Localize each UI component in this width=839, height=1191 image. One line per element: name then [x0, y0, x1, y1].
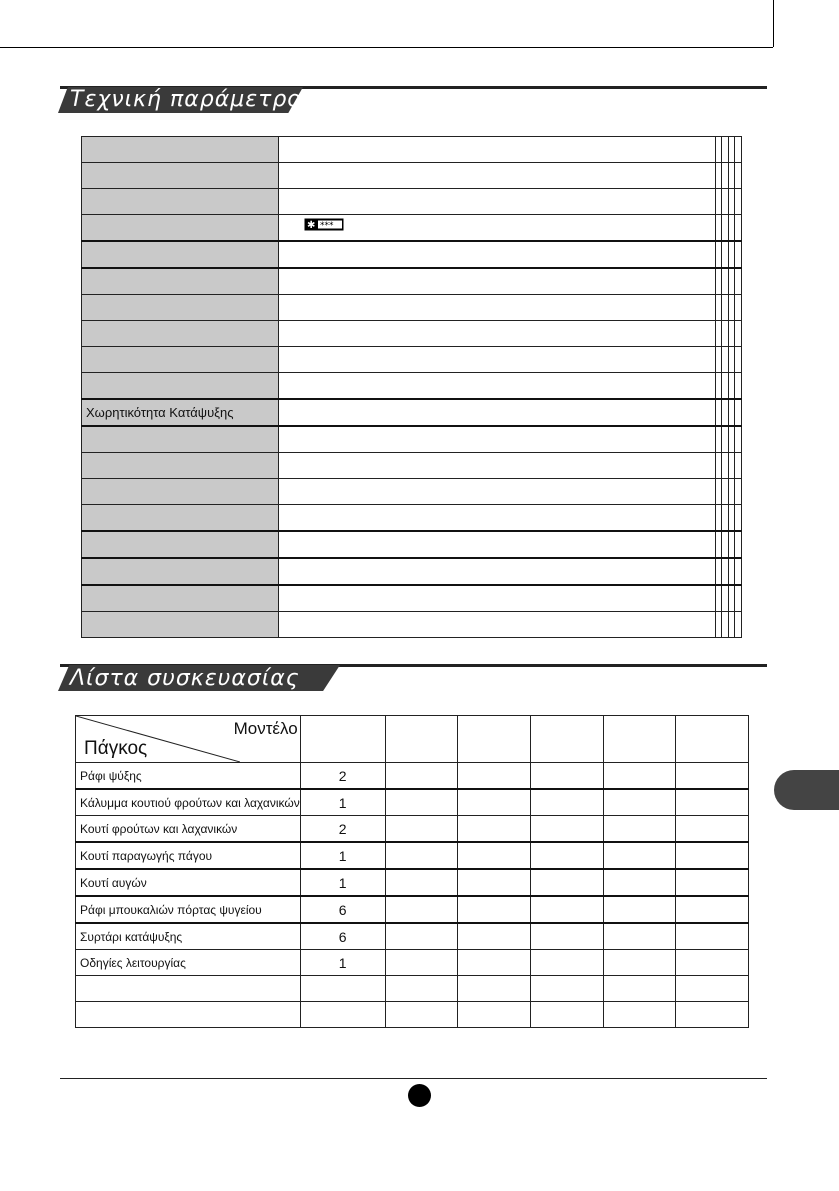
- spec-row: [82, 295, 742, 321]
- spec-row-label: [82, 373, 279, 400]
- spec-value-cell: [728, 531, 735, 558]
- packing-value-cell: [676, 923, 749, 950]
- spec-value-cell: [279, 137, 716, 163]
- spec-value-cell: [715, 426, 722, 453]
- spec-row: [82, 479, 742, 505]
- spec-row: [82, 241, 742, 268]
- spec-value-cell: [722, 531, 729, 558]
- packing-value-cell: [603, 923, 676, 950]
- packing-value-cell: [676, 1002, 749, 1028]
- packing-value-cell: [603, 816, 676, 843]
- spec-value-cell: [722, 453, 729, 479]
- packing-value-cell: [531, 923, 604, 950]
- spec-value-cell: [279, 268, 716, 295]
- packing-value-cell: [458, 923, 531, 950]
- spec-value-cell: [728, 268, 735, 295]
- spec-value-cell: [722, 295, 729, 321]
- packing-value-cell: [385, 950, 458, 976]
- spec-value-cell: [735, 347, 742, 373]
- packing-value-cell: [458, 976, 531, 1002]
- packing-item-name: Κουτί φρούτων και λαχανικών: [76, 816, 301, 843]
- spec-value-cell: [715, 399, 722, 426]
- packing-row: [76, 976, 749, 1002]
- spec-row: [82, 189, 742, 215]
- packing-row: [76, 869, 749, 896]
- packing-value-cell: [385, 1002, 458, 1028]
- spec-row: [82, 531, 742, 558]
- packing-value-cell: [603, 763, 676, 790]
- spec-value-cell: [735, 268, 742, 295]
- spec-value-cell: [735, 241, 742, 268]
- spec-value-cell: [279, 505, 716, 532]
- spec-row-label: [82, 215, 279, 242]
- spec-value-cell: [722, 268, 729, 295]
- packing-value-cell: [603, 950, 676, 976]
- packing-value-cell: [531, 896, 604, 923]
- spec-value-cell: [728, 241, 735, 268]
- spec-value-cell: [728, 558, 735, 585]
- packing-value-cell: [458, 950, 531, 976]
- packing-value-cell: [458, 816, 531, 843]
- spec-value-cell: [728, 505, 735, 532]
- crop-mark-top: [0, 47, 773, 48]
- spec-value-cell: [722, 321, 729, 347]
- spec-value-cell: [279, 426, 716, 453]
- spec-value-cell: [728, 295, 735, 321]
- packing-value-cell: [385, 869, 458, 896]
- spec-row: [82, 585, 742, 612]
- packing-value-cell: [531, 869, 604, 896]
- spec-row: [82, 612, 742, 638]
- packing-item-qty: [300, 1002, 385, 1028]
- packing-value-cell: [458, 789, 531, 816]
- spec-value-cell: [722, 215, 729, 242]
- packing-item-qty: [300, 976, 385, 1002]
- packing-table: [75, 715, 749, 1028]
- spec-value-cell: [715, 295, 722, 321]
- spec-row: [82, 347, 742, 373]
- spec-value-cell: [728, 163, 735, 189]
- spec-value-cell: [735, 479, 742, 505]
- spec-value-cell: [722, 558, 729, 585]
- packing-item-name: Κουτί παραγωγής πάγου: [76, 842, 301, 869]
- header-model-label: Μοντέλο: [233, 719, 298, 738]
- spec-value-cell: [715, 585, 722, 612]
- spec-value-cell: [722, 241, 729, 268]
- spec-value-cell: [735, 399, 742, 426]
- page-number-dot: [408, 1084, 431, 1107]
- spec-value-cell: [722, 585, 729, 612]
- spec-value-cell: [715, 453, 722, 479]
- packing-item-qty: 6: [300, 896, 385, 923]
- spec-row: [82, 137, 742, 163]
- spec-value-cell: [279, 558, 716, 585]
- spec-row-label: [82, 295, 279, 321]
- spec-value-cell: [715, 479, 722, 505]
- spec-value-cell: [279, 241, 716, 268]
- packing-value-cell: [458, 1002, 531, 1028]
- spec-value-cell: [735, 163, 742, 189]
- spec-value-cell: [715, 215, 722, 242]
- spec-value-cell: [728, 479, 735, 505]
- header-model-col-2: [385, 716, 458, 763]
- packing-value-cell: [385, 842, 458, 869]
- spec-value-cell: [735, 189, 742, 215]
- spec-value-cell: [735, 373, 742, 400]
- packing-row: [76, 923, 749, 950]
- packing-item-qty: 6: [300, 923, 385, 950]
- spec-value-cell: [735, 612, 742, 638]
- packing-item-name: Ράφι μπουκαλιών πόρτας ψυγείου: [76, 896, 301, 923]
- spec-row: [82, 321, 742, 347]
- packing-value-cell: [531, 950, 604, 976]
- spec-value-cell: [715, 373, 722, 400]
- spec-value-cell: [279, 612, 716, 638]
- spec-value-cell: [279, 453, 716, 479]
- spec-row: [82, 215, 742, 242]
- spec-value-cell: [715, 268, 722, 295]
- packing-value-cell: [603, 976, 676, 1002]
- packing-value-cell: [676, 950, 749, 976]
- spec-row-label: Χωρητικότητα Κατάψυξης: [82, 399, 279, 426]
- svg-text:✱: ✱: [307, 220, 316, 232]
- header-model-col-4: [531, 716, 604, 763]
- spec-row: [82, 505, 742, 532]
- spec-value-cell: [735, 426, 742, 453]
- packing-value-cell: [603, 789, 676, 816]
- spec-value-cell: [722, 399, 729, 426]
- header-item-label: Πάγκος: [84, 738, 148, 759]
- spec-row: [82, 268, 742, 295]
- packing-value-cell: [385, 976, 458, 1002]
- spec-value-cell: [279, 399, 716, 426]
- spec-value-cell: [735, 295, 742, 321]
- spec-value-cell: [279, 347, 716, 373]
- spec-value-cell: [715, 321, 722, 347]
- packing-value-cell: [385, 896, 458, 923]
- packing-value-cell: [531, 1002, 604, 1028]
- packing-value-cell: [603, 842, 676, 869]
- spec-row: [82, 426, 742, 453]
- spec-value-cell: [735, 505, 742, 532]
- spec-value-cell: [722, 479, 729, 505]
- spec-row-label: [82, 189, 279, 215]
- freezer-star-rating-icon: [304, 218, 344, 236]
- spec-value-cell: [735, 585, 742, 612]
- spec-row: [82, 163, 742, 189]
- packing-value-cell: [385, 816, 458, 843]
- spec-value-cell: [715, 558, 722, 585]
- packing-value-cell: [531, 763, 604, 790]
- spec-row-label: [82, 479, 279, 505]
- packing-value-cell: [676, 763, 749, 790]
- spec-value-cell: [715, 505, 722, 532]
- packing-value-cell: [531, 789, 604, 816]
- spec-value-cell: [279, 215, 716, 242]
- header-model-col-5: [603, 716, 676, 763]
- spec-row-label: [82, 453, 279, 479]
- packing-value-cell: [676, 869, 749, 896]
- packing-value-cell: [676, 789, 749, 816]
- spec-row: [82, 453, 742, 479]
- packing-value-cell: [676, 896, 749, 923]
- packing-item-qty: 2: [300, 816, 385, 843]
- spec-value-cell: [279, 373, 716, 400]
- packing-value-cell: [531, 816, 604, 843]
- spec-row-label: [82, 321, 279, 347]
- spec-value-cell: [722, 137, 729, 163]
- spec-value-cell: [279, 585, 716, 612]
- spec-value-cell: [728, 612, 735, 638]
- spec-value-cell: [722, 373, 729, 400]
- spec-value-cell: [735, 321, 742, 347]
- spec-value-cell: [728, 373, 735, 400]
- packing-header-corner: [76, 716, 301, 763]
- spec-row-label: [82, 585, 279, 612]
- spec-row: [82, 399, 742, 426]
- spec-value-cell: [279, 295, 716, 321]
- header-model-col-3: [458, 716, 531, 763]
- packing-value-cell: [458, 869, 531, 896]
- packing-value-cell: [676, 816, 749, 843]
- spec-value-cell: [279, 321, 716, 347]
- spec-value-cell: [735, 137, 742, 163]
- spec-value-cell: [728, 399, 735, 426]
- packing-row: [76, 896, 749, 923]
- packing-row: [76, 842, 749, 869]
- packing-item-name: [76, 976, 301, 1002]
- packing-item-qty: 1: [300, 950, 385, 976]
- spec-value-cell: [735, 531, 742, 558]
- spec-row-label: [82, 531, 279, 558]
- spec-section-title: Τεχνική παράμετρος: [70, 87, 316, 112]
- packing-item-qty: 1: [300, 842, 385, 869]
- header-model-col-6: [676, 716, 749, 763]
- packing-header-row: [76, 716, 749, 763]
- spec-value-cell: [279, 531, 716, 558]
- packing-value-cell: [603, 869, 676, 896]
- spec-value-cell: [715, 241, 722, 268]
- spec-row: [82, 373, 742, 400]
- packing-value-cell: [603, 896, 676, 923]
- spec-value-cell: [728, 347, 735, 373]
- spec-row-label: [82, 163, 279, 189]
- spec-row-label: [82, 347, 279, 373]
- footer-rule: [60, 1078, 767, 1079]
- packing-item-qty: 1: [300, 789, 385, 816]
- chapter-side-tab: [774, 770, 839, 810]
- packing-value-cell: [531, 976, 604, 1002]
- spec-row: [82, 558, 742, 585]
- packing-item-name: [76, 1002, 301, 1028]
- packing-value-cell: [603, 1002, 676, 1028]
- spec-value-cell: [728, 321, 735, 347]
- packing-item-qty: 1: [300, 869, 385, 896]
- spec-row-label: [82, 558, 279, 585]
- packing-row: [76, 789, 749, 816]
- packing-item-name: Ράφι ψύξης: [76, 763, 301, 790]
- spec-value-cell: [279, 163, 716, 189]
- packing-value-cell: [676, 842, 749, 869]
- spec-row-label: [82, 137, 279, 163]
- packing-value-cell: [531, 842, 604, 869]
- spec-value-cell: [715, 189, 722, 215]
- spec-value-cell: [728, 453, 735, 479]
- packing-item-qty: 2: [300, 763, 385, 790]
- spec-value-cell: [722, 347, 729, 373]
- packing-row: [76, 763, 749, 790]
- packing-item-name: Συρτάρι κατάψυξης: [76, 923, 301, 950]
- spec-value-cell: [722, 612, 729, 638]
- packing-value-cell: [458, 896, 531, 923]
- packing-value-cell: [458, 842, 531, 869]
- packing-item-name: Κάλυμμα κουτιού φρούτων και λαχανικών: [76, 789, 301, 816]
- spec-row-label: [82, 505, 279, 532]
- packing-section-title: Λίστα συσκευασίας: [70, 666, 300, 691]
- spec-row-label: [82, 612, 279, 638]
- spec-value-cell: [722, 163, 729, 189]
- spec-value-cell: [715, 137, 722, 163]
- crop-mark-right: [773, 0, 774, 47]
- spec-value-cell: [715, 163, 722, 189]
- spec-row-label: [82, 268, 279, 295]
- packing-value-cell: [458, 763, 531, 790]
- spec-value-cell: [279, 479, 716, 505]
- packing-item-name: Κουτί αυγών: [76, 869, 301, 896]
- packing-value-cell: [385, 923, 458, 950]
- spec-value-cell: [279, 189, 716, 215]
- packing-row: [76, 816, 749, 843]
- packing-item-name: Οδηγίες λειτουργίας: [76, 950, 301, 976]
- spec-value-cell: [715, 531, 722, 558]
- spec-value-cell: [722, 426, 729, 453]
- spec-value-cell: [722, 189, 729, 215]
- spec-value-cell: [735, 558, 742, 585]
- spec-table: [81, 136, 742, 638]
- packing-row: [76, 950, 749, 976]
- spec-value-cell: [735, 215, 742, 242]
- packing-value-cell: [385, 789, 458, 816]
- spec-value-cell: [728, 215, 735, 242]
- spec-value-cell: [728, 585, 735, 612]
- spec-value-cell: [735, 453, 742, 479]
- spec-value-cell: [728, 137, 735, 163]
- spec-value-cell: [728, 189, 735, 215]
- header-model-col-1: [300, 716, 385, 763]
- packing-row: [76, 1002, 749, 1028]
- spec-value-cell: [722, 505, 729, 532]
- spec-value-cell: [715, 347, 722, 373]
- spec-value-cell: [728, 426, 735, 453]
- svg-text:***: ***: [320, 221, 334, 232]
- spec-row-label: [82, 426, 279, 453]
- spec-row-label: [82, 241, 279, 268]
- packing-value-cell: [385, 763, 458, 790]
- spec-value-cell: [715, 612, 722, 638]
- packing-value-cell: [676, 976, 749, 1002]
